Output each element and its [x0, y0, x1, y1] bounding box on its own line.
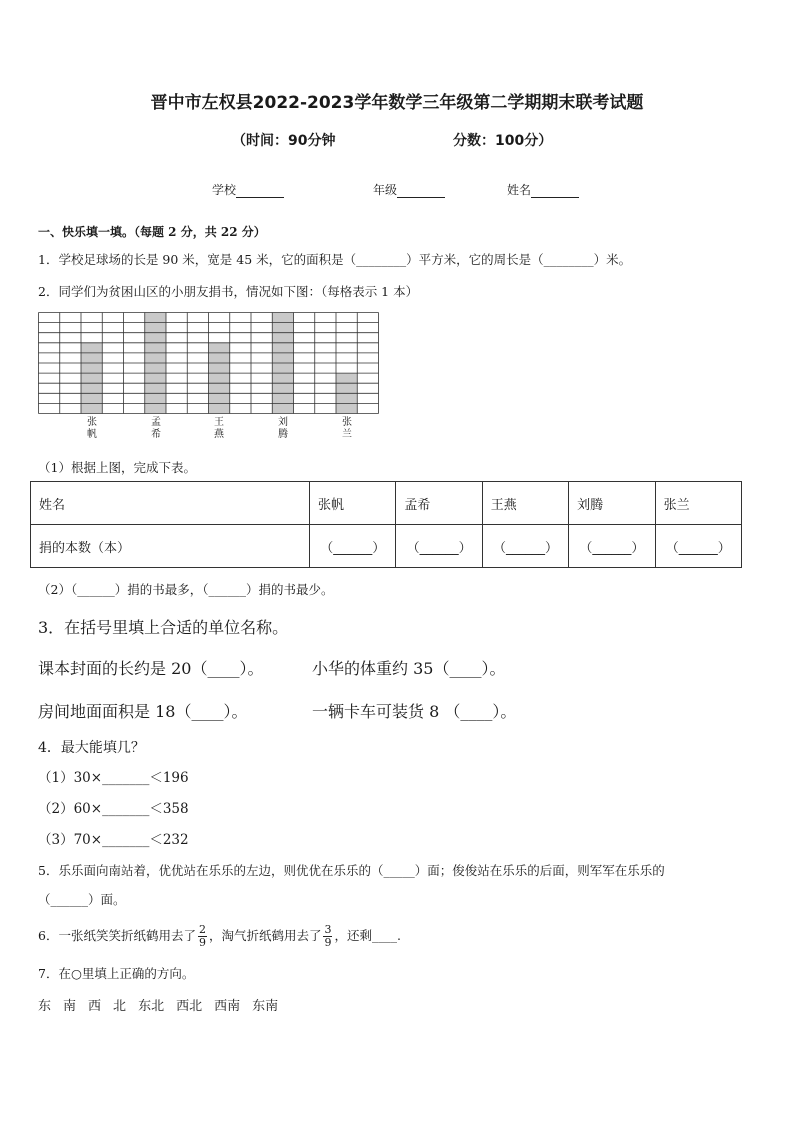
table-header-row	[31, 482, 742, 525]
table-answer-cell[interactable]: （______）	[569, 525, 655, 568]
chart-bar	[81, 343, 102, 414]
direction-list	[38, 995, 278, 1014]
fraction-numerator: 2	[198, 923, 206, 936]
question-2-sub2: （2）（______）捐的书最多，（______）捐的书最少。	[38, 582, 334, 597]
exam-score: 分数：100分）	[453, 133, 553, 149]
grade-blank[interactable]	[397, 185, 445, 198]
table-header-cell: 姓名	[31, 482, 310, 525]
table-answer-cell[interactable]: （______）	[310, 525, 396, 568]
donation-grid-chart	[38, 312, 378, 413]
table-answer-cell[interactable]: （______）	[396, 525, 482, 568]
question-4: 4．最大能填几？	[38, 740, 145, 756]
grid-svg	[38, 312, 380, 415]
name-label: 姓名	[507, 183, 532, 197]
question-6	[38, 918, 401, 954]
table-header-cell: 张兰	[655, 482, 741, 525]
table-header-cell: 刘腾	[569, 482, 655, 525]
section-heading: 一、快乐填一填。（每题 2 分，共 22 分）	[38, 225, 266, 239]
table-answer-cell[interactable]: （______）	[482, 525, 568, 568]
fraction-3-9	[323, 924, 332, 949]
chart-bar	[209, 343, 230, 414]
fraction-2-9	[198, 924, 207, 949]
chart-label-zhanglan: 张兰	[342, 417, 352, 440]
question-6-part3: ，还剩____.	[334, 928, 401, 943]
question-6-part2: ，淘气折纸鹤用去了	[208, 928, 322, 943]
question-3-line1b: 小华的体重约 35（____）。	[312, 659, 506, 678]
page-title: 晋中市左权县2022-2023学年数学三年级第二学期期末联考试题	[150, 93, 644, 113]
fraction-denominator: 9	[324, 936, 332, 949]
direction-word: 南	[63, 999, 77, 1014]
question-6-part1: 6．一张纸笑笑折纸鹤用去了	[38, 928, 196, 943]
question-3-line1a: 课本封面的长约是 20（____）。	[38, 659, 264, 678]
direction-word: 东南	[252, 999, 279, 1014]
direction-word: 西北	[176, 999, 203, 1014]
direction-word: 北	[113, 999, 127, 1014]
table-row	[31, 525, 742, 568]
direction-word: 西南	[214, 999, 241, 1014]
question-5-line2: （______）面。	[38, 892, 126, 907]
grade-label: 年级	[373, 183, 398, 197]
donation-table	[30, 481, 742, 568]
table-header-cell: 王燕	[482, 482, 568, 525]
fraction-numerator: 3	[324, 923, 332, 936]
chart-label-wangyan: 王燕	[214, 417, 224, 440]
direction-word: 东北	[138, 999, 165, 1014]
question-7: 7．在○里填上正确的方向。	[38, 966, 195, 981]
table-answer-cell[interactable]: （______）	[655, 525, 741, 568]
table-row-label: 捐的本数（本）	[31, 525, 310, 568]
question-5-line1: 5．乐乐面向南站着，优优站在乐乐的左边，则优优在乐乐的（_____）面；俊俊站在乐乐的后面，则军军在乐乐的	[38, 863, 665, 878]
table-header-cell: 张帆	[310, 482, 396, 525]
exam-time: （时间：90分钟	[232, 133, 336, 149]
name-blank[interactable]	[531, 185, 579, 198]
question-3-line2b: 一辆卡车可装货 8 （____）。	[312, 702, 517, 721]
grade-field	[373, 181, 445, 198]
chart-label-mengxi: 孟希	[151, 417, 161, 440]
question-4-item: （3）70×_______＜232	[38, 832, 189, 848]
question-2-sub1: （1）根据上图，完成下表。	[38, 460, 196, 475]
question-4-item: （2）60×_______＜358	[38, 801, 189, 817]
school-blank[interactable]	[236, 185, 284, 198]
table-header-cell: 孟希	[396, 482, 482, 525]
question-1: 1．学校足球场的长是 90 米，宽是 45 米，它的面积是（________）平方米，它的周长是（________）米。	[38, 252, 632, 267]
chart-label-liuteng: 刘腾	[278, 417, 288, 440]
school-field	[212, 181, 284, 198]
chart-label-zhangfan: 张帆	[87, 417, 97, 440]
question-4-item: （1）30×_______＜196	[38, 770, 189, 786]
direction-word: 东	[38, 999, 52, 1014]
school-label: 学校	[212, 183, 237, 197]
question-2: 2．同学们为贫困山区的小朋友捐书，情况如下图：（每格表示 1 本）	[38, 284, 419, 299]
direction-word: 西	[88, 999, 102, 1014]
fraction-denominator: 9	[198, 936, 206, 949]
question-3: 3．在括号里填上合适的单位名称。	[38, 618, 289, 637]
question-3-line2a: 房间地面面积是 18（____）。	[38, 702, 248, 721]
name-field	[507, 181, 579, 198]
